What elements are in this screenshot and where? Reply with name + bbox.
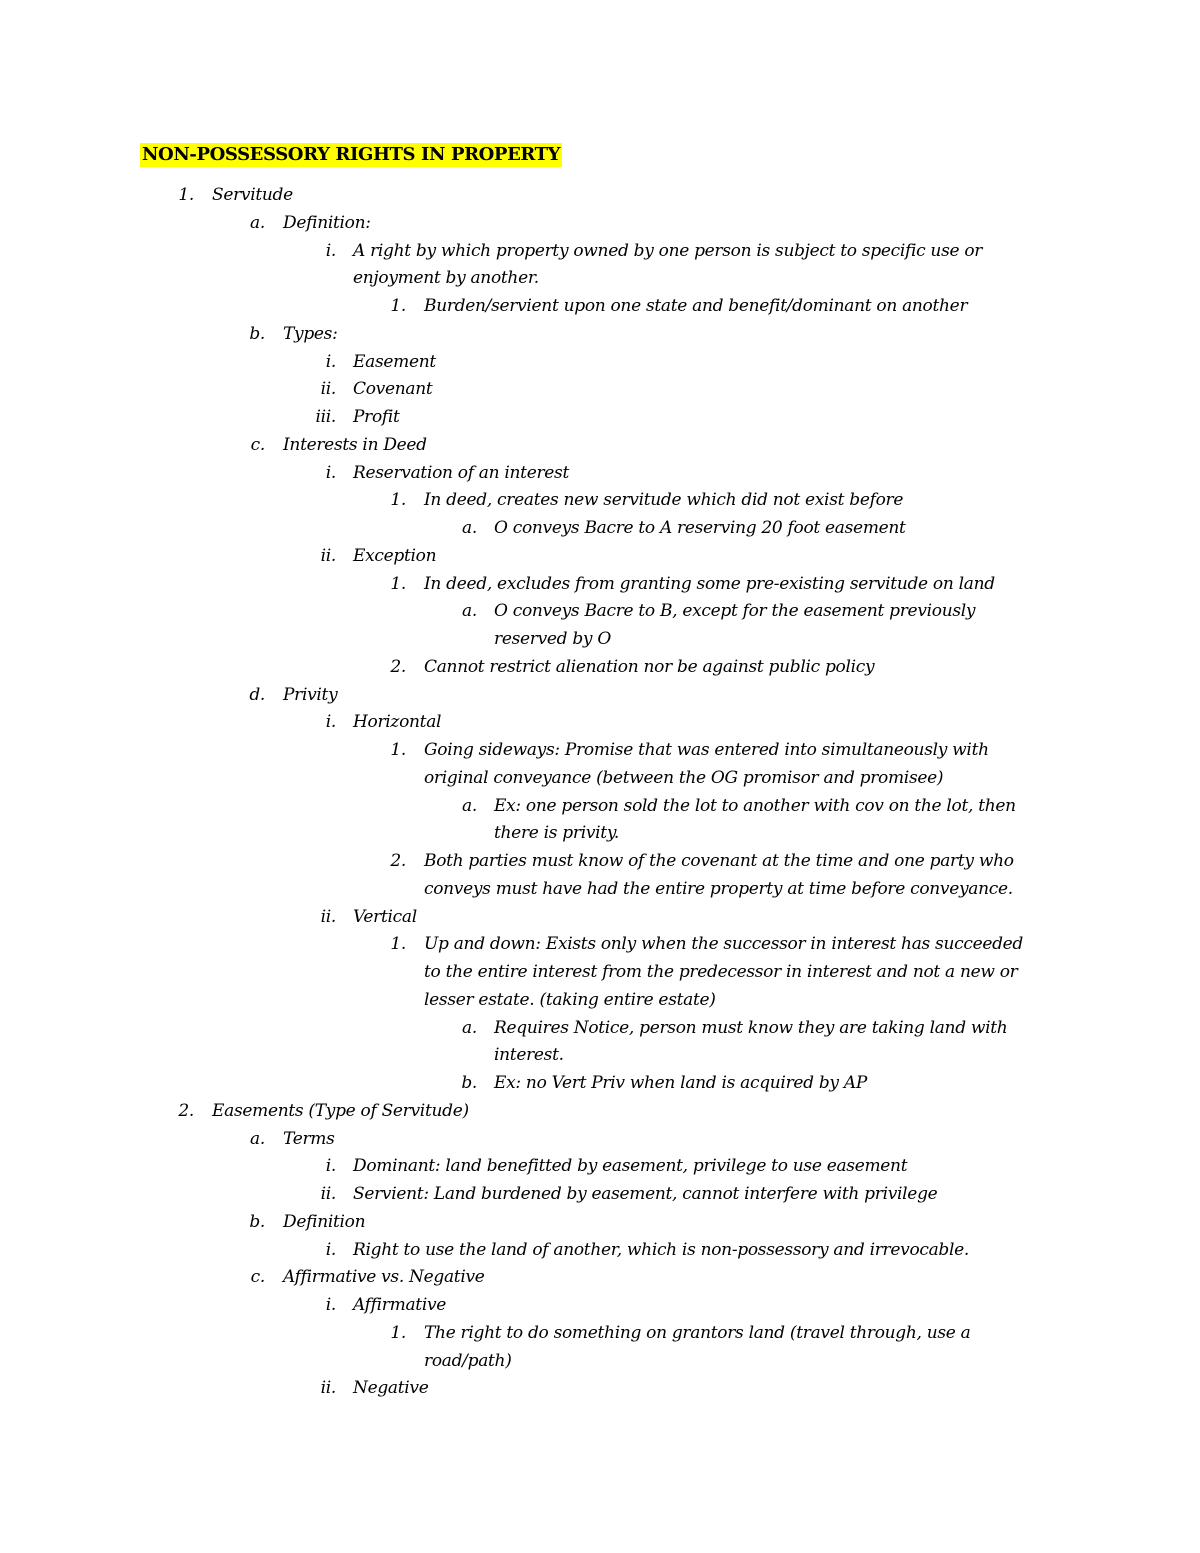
list-marker: i. [325, 1240, 336, 1260]
list-marker: 2. [390, 657, 406, 677]
list-marker: i. [325, 463, 336, 483]
outline-text: Ex: no Vert Priv when land is acquired by AP [494, 1073, 867, 1093]
list-marker: i. [325, 1295, 336, 1315]
outline-text: A right by which property owned by one person is subject to specific use or [353, 241, 983, 261]
list-marker: c. [250, 435, 265, 455]
list-marker: ii. [320, 1378, 336, 1398]
outline-text: Dominant: land benefitted by easement, privilege to use easement [353, 1156, 908, 1176]
list-marker: b. [461, 1073, 477, 1093]
outline-text: Affirmative [353, 1295, 447, 1315]
list-marker: d. [249, 685, 265, 705]
outline-text: The right to do something on grantors land (travel through, use a [424, 1323, 971, 1343]
list-marker: a. [250, 213, 265, 233]
list-marker: 1. [390, 490, 406, 510]
outline-text: Reservation of an interest [353, 463, 570, 483]
list-marker: 1. [390, 574, 406, 594]
list-marker: i. [325, 241, 336, 261]
list-marker: ii. [320, 907, 336, 927]
outline-text: road/path) [424, 1351, 512, 1371]
outline-text: Terms [283, 1129, 335, 1149]
list-marker: a. [462, 1018, 477, 1038]
outline-text: Servitude [212, 185, 293, 205]
outline-text: Profit [353, 407, 400, 427]
outline-text: In deed, excludes from granting some pre-existing servitude on land [424, 574, 995, 594]
outline-text: In deed, creates new servitude which did not exist before [424, 490, 904, 510]
outline-text: Definition: [283, 213, 371, 233]
list-marker: 1. [390, 934, 406, 954]
outline-text: Cannot restrict alienation nor be against public policy [424, 657, 875, 677]
list-marker: a. [462, 601, 477, 621]
list-marker: a. [250, 1129, 265, 1149]
outline-text: Servient: Land burdened by easement, cannot interfere with privilege [353, 1184, 938, 1204]
outline-text: Going sideways: Promise that was entered into simultaneously with [424, 740, 989, 760]
list-marker: 2. [390, 851, 406, 871]
outline-text: Negative [353, 1378, 429, 1398]
list-marker: i. [325, 712, 336, 732]
outline-text: enjoyment by another. [353, 268, 539, 288]
page-title: NON-POSSESSORY RIGHTS IN PROPERTY [142, 144, 561, 165]
outline-text: Burden/servient upon one state and benefit/dominant on another [424, 296, 968, 316]
outline-text: Both parties must know of the covenant at the time and one party who [424, 851, 1014, 871]
outline-text: O conveys Bacre to B, except for the easement previously [494, 601, 976, 621]
outline-text: Ex: one person sold the lot to another with cov on the lot, then [494, 796, 1016, 816]
outline-text: Affirmative vs. Negative [283, 1267, 485, 1287]
outline-text: Easement [353, 352, 436, 372]
outline-text: Interests in Deed [283, 435, 427, 455]
list-marker: 1. [390, 1323, 406, 1343]
list-marker: 2. [178, 1101, 194, 1121]
outline-text: Horizontal [353, 712, 442, 732]
list-marker: 1. [390, 296, 406, 316]
outline-text: conveys must have had the entire property at time before conveyance. [424, 879, 1013, 899]
list-marker: iii. [315, 407, 336, 427]
outline-text: Easements (Type of Servitude) [212, 1101, 469, 1121]
outline-text: Requires Notice, person must know they are taking land with [494, 1018, 1008, 1038]
list-marker: c. [250, 1267, 265, 1287]
list-marker: 1. [178, 185, 194, 205]
outline-text: Privity [283, 685, 338, 705]
outline-text: interest. [494, 1045, 564, 1065]
list-marker: a. [462, 518, 477, 538]
outline-text: Up and down: Exists only when the successor in interest has succeeded [424, 934, 1024, 954]
outline-text: Vertical [353, 907, 417, 927]
outline-text: original conveyance (between the OG promisor and promisee) [424, 768, 944, 788]
list-marker: ii. [320, 379, 336, 399]
outline-text: to the entire interest from the predecessor in interest and not a new or [424, 962, 1018, 982]
list-marker: a. [462, 796, 477, 816]
outline-text: Covenant [353, 379, 433, 399]
outline-text: O conveys Bacre to A reserving 20 foot easement [494, 518, 906, 538]
outline-text: Types: [283, 324, 338, 344]
outline-text: lesser estate. (taking entire estate) [424, 990, 716, 1010]
outline-text: Right to use the land of another, which is non-possessory and irrevocable. [353, 1240, 970, 1260]
list-marker: i. [325, 1156, 336, 1176]
outline-text: there is privity. [494, 823, 619, 843]
list-marker: b. [249, 1212, 265, 1232]
outline-text: Exception [353, 546, 437, 566]
list-marker: i. [325, 352, 336, 372]
list-marker: b. [249, 324, 265, 344]
list-marker: 1. [390, 740, 406, 760]
outline-text: Definition [283, 1212, 366, 1232]
list-marker: ii. [320, 1184, 336, 1204]
outline-text: reserved by O [494, 629, 611, 649]
list-marker: ii. [320, 546, 336, 566]
